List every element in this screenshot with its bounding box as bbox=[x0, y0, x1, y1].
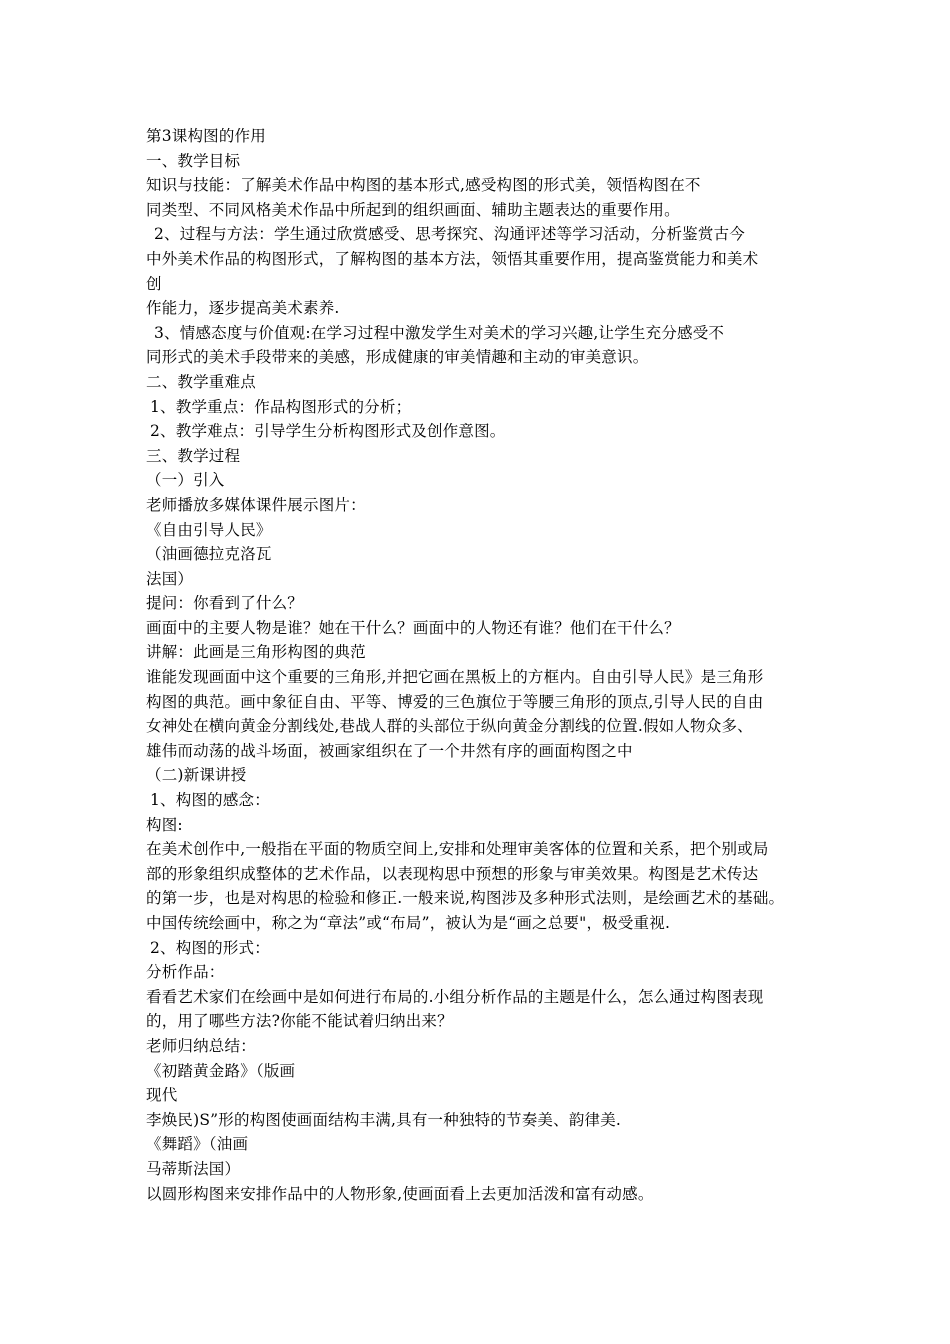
paragraph-line: 作能力，逐步提高美术素养. bbox=[146, 299, 340, 318]
paragraph-line: 以圆形构图来安排作品中的人物形象,使画面看上去更加活泼和富有动感。 bbox=[146, 1184, 654, 1203]
paragraph-line: 的第一步，也是对构思的检验和修正.一般来说,构图涉及多种形式法则，是绘画艺术的基础。 bbox=[146, 889, 785, 908]
paragraph-line: 提问：你看到了什么？ bbox=[146, 594, 304, 613]
list-item: 2、构图的形式： bbox=[150, 938, 270, 957]
artwork-info: （油画德拉克洛瓦 bbox=[146, 545, 272, 564]
paragraph-line: 雄伟而动荡的战斗场面，被画家组织在了一个井然有序的画面构图之中 bbox=[146, 741, 633, 760]
lesson-title: 第3课构图的作用 bbox=[146, 127, 266, 145]
artwork-title: 《自由引导人民》 bbox=[146, 520, 272, 539]
paragraph-line: 分析作品： bbox=[146, 963, 225, 982]
artwork-title: 《舞蹈》（油画 bbox=[146, 1135, 249, 1154]
subsection-heading: （二)新课讲授 bbox=[146, 766, 247, 785]
section-heading: 一、教学目标 bbox=[146, 151, 241, 170]
paragraph-line: 构图: bbox=[146, 815, 183, 834]
paragraph-line: 画面中的主要人物是谁？她在干什么？画面中的人物还有谁？他们在干什么？ bbox=[146, 618, 680, 637]
paragraph-line: 在美术创作中,一般指在平面的物质空间上,安排和处理审美客体的位置和关系，把个别或局 bbox=[146, 840, 769, 859]
paragraph-line: 部的形象组织成整体的艺术作品，以表现构思中预想的形象与审美效果。构图是艺术传达 bbox=[146, 864, 759, 883]
paragraph-line: 看看艺术家们在绘画中是如何进行布局的.小组分析作品的主题是什么，怎么通过构图表现 bbox=[146, 987, 764, 1006]
paragraph-line: 同类型、不同风格美术作品中所起到的组织画面、辅助主题表达的重要作用。 bbox=[146, 200, 680, 219]
paragraph-line: 同形式的美术手段带来的美感，形成健康的审美情趣和主动的审美意识。 bbox=[146, 348, 649, 367]
artwork-info: 法国） bbox=[146, 569, 194, 588]
paragraph-line: 构图的典范。画中象征自由、平等、博爱的三色旗位于等腰三角形的顶点,引导人民的自由 bbox=[146, 692, 764, 711]
paragraph-line: 讲解：此画是三角形构图的典范 bbox=[146, 643, 366, 662]
list-item: 2、教学难点：引导学生分析构图形式及创作意图。 bbox=[150, 422, 506, 441]
paragraph-line: 老师归纳总结： bbox=[146, 1036, 256, 1055]
paragraph-line: 谁能发现画面中这个重要的三角形,并把它画在黑板上的方框内。自由引导人民》是三角形 bbox=[146, 668, 764, 687]
artwork-title: 《初踏黄金路》（版画 bbox=[146, 1061, 296, 1080]
paragraph-line: 中国传统绘画中，称之为“章法”或“布局”，被认为是“画之总要"，极受重视. bbox=[146, 914, 671, 932]
subsection-heading: （一）引入 bbox=[146, 471, 225, 490]
list-item: 1、教学重点：作品构图形式的分析； bbox=[150, 397, 412, 416]
paragraph-line: 知识与技能：了解美术作品中构图的基本形式,感受构图的形式美，领悟构图在不 bbox=[146, 176, 701, 195]
paragraph-line: 老师播放多媒体课件展示图片： bbox=[146, 495, 366, 514]
list-item: 1、构图的感念： bbox=[150, 791, 270, 810]
section-heading: 三、教学过程 bbox=[146, 446, 241, 465]
paragraph-line: 女神处在横向黄金分割线处,巷战人群的头部位于纵向黄金分割线的位置.假如人物众多、 bbox=[146, 717, 753, 736]
paragraph-line: 3、情感态度与价值观:在学习过程中激发学生对美术的学习兴趣,让学生充分感受不 bbox=[154, 323, 725, 342]
paragraph-line: 2、过程与方法：学生通过欣赏感受、思考探究、沟通评述等学习活动，分析鉴赏古今 bbox=[154, 225, 745, 244]
artwork-info: 现代 bbox=[146, 1086, 178, 1105]
paragraph-line: 创 bbox=[146, 274, 162, 293]
artwork-info: 马蒂斯法国） bbox=[146, 1159, 241, 1178]
document-body bbox=[146, 124, 836, 1206]
paragraph-line: 中外美术作品的构图形式，了解构图的基本方法，领悟其重要作用，提高鉴赏能力和美术 bbox=[146, 249, 759, 268]
paragraph-line: 的，用了哪些方法?你能不能试着归纳出来？ bbox=[146, 1012, 453, 1031]
paragraph-line: 李焕民)S”形的构图使画面结构丰满,具有一种独特的节奏美、韵律美. bbox=[146, 1110, 622, 1129]
section-heading: 二、教学重难点 bbox=[146, 372, 256, 391]
